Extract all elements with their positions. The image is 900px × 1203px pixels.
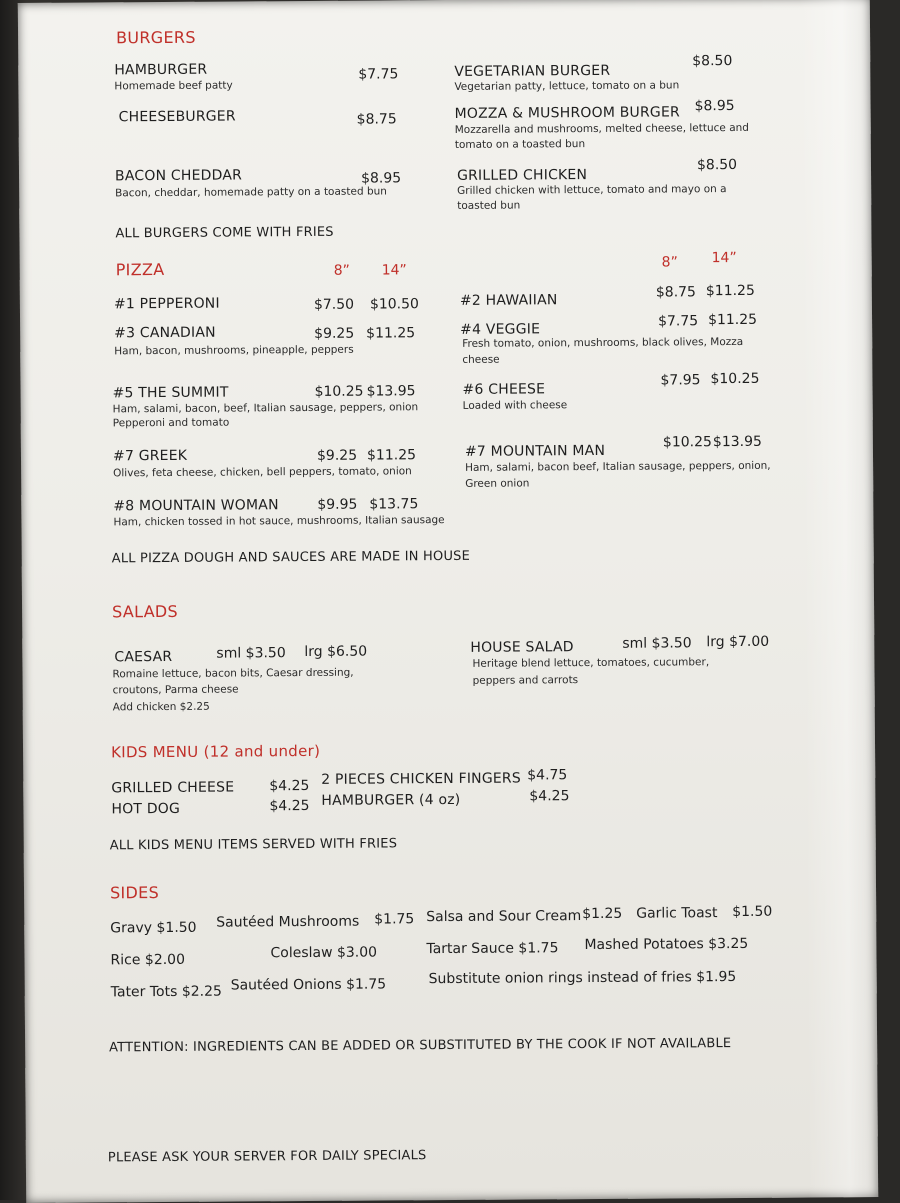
pizza-size-large-right: 14”	[711, 249, 737, 267]
item-bacon-cheddar-name: BACON CHEDDAR	[114, 167, 243, 185]
salad-caesar-desc-1: Romaine lettuce, bacon bits, Caesar dressing,	[112, 666, 354, 681]
side-coleslaw: Coleslaw $3.00	[270, 944, 378, 962]
burgers-heading: BURGERS	[116, 27, 196, 48]
salad-house-small: sml $3.50	[622, 635, 692, 652]
item-hamburger-desc: Homemade beef patty	[114, 79, 233, 93]
pizza-7b-large: $13.95	[712, 433, 762, 451]
item-grilled-chicken-price: $8.50	[696, 156, 738, 174]
side-onion-rings: Substitute onion rings instead of fries $1.95	[428, 968, 737, 988]
kids-grilled-cheese-price: $4.25	[269, 777, 310, 795]
kids-note: ALL KIDS MENU ITEMS SERVED WITH FRIES	[109, 836, 398, 854]
side-salsa: Salsa and Sour Cream	[426, 908, 582, 926]
side-tater-tots: Tater Tots $2.25	[110, 983, 222, 1001]
salad-caesar-desc-2: croutons, Parma cheese	[112, 683, 239, 697]
kids-heading: KIDS MENU (12 and under)	[110, 741, 321, 762]
specials-note: PLEASE ASK YOUR SERVER FOR DAILY SPECIALS	[107, 1148, 427, 1166]
pizza-1-small: $7.50	[313, 296, 355, 313]
salad-house-large: lrg $7.00	[706, 633, 770, 651]
item-grilled-chicken-desc-2: toasted bun	[457, 199, 521, 212]
side-rice: Rice $2.00	[110, 951, 186, 969]
pizza-2-name: #2 HAWAIIAN	[459, 292, 558, 309]
pizza-5-large: $13.95	[366, 383, 416, 400]
pizza-2-large: $11.25	[705, 282, 755, 300]
salad-house-desc-1: Heritage blend lettuce, tomatoes, cucumber,	[472, 656, 710, 670]
salad-house-desc-2: peppers and carrots	[472, 674, 579, 687]
item-cheeseburger-name: CHEESEBURGER	[118, 108, 236, 126]
pizza-4-small: $7.75	[658, 313, 699, 330]
pizza-3-name: #3 CANADIAN	[114, 324, 216, 342]
item-vegetarian-name: VEGETARIAN BURGER	[454, 62, 611, 80]
item-grilled-chicken-desc-1: Grilled chicken with lettuce, tomato and mayo on a	[457, 183, 727, 197]
attention-note: ATTENTION: INGREDIENTS CAN BE ADDED OR SUBSTITUTED BY THE COOK IF NOT AVAILABLE	[109, 1036, 732, 1056]
pizza-heading: PIZZA	[115, 259, 165, 280]
pizza-7-large: $11.25	[366, 447, 417, 464]
item-hamburger-price: $7.75	[358, 66, 399, 83]
pizza-7-name: #7 GREEK	[112, 447, 188, 465]
pizza-8-desc: Ham, chicken tossed in hot sauce, mushrooms, Italian sausage	[113, 514, 445, 529]
side-mashed: Mashed Potatoes $3.25	[584, 935, 749, 954]
pizza-4-desc-2: cheese	[462, 353, 500, 366]
sides-heading: SIDES	[109, 883, 160, 903]
pizza-1-large: $10.50	[369, 296, 419, 313]
salad-caesar-small: sml $3.50	[216, 645, 286, 662]
pizza-4-large: $11.25	[707, 311, 758, 329]
side-sauteed-mushrooms-price: $1.75	[374, 911, 415, 928]
item-mozza-name: MOZZA & MUSHROOM BURGER	[454, 104, 680, 122]
pizza-4-name: #4 VEGGIE	[460, 321, 541, 338]
kids-chicken-fingers-name: 2 PIECES CHICKEN FINGERS	[321, 770, 521, 788]
kids-chicken-fingers-price: $4.75	[527, 767, 568, 784]
salad-caesar-name: CAESAR	[114, 648, 173, 666]
item-bacon-cheddar-desc: Bacon, cheddar, homemade patty on a toasted bun	[115, 185, 387, 200]
kids-grilled-cheese-name: GRILLED CHEESE	[111, 779, 235, 797]
side-salsa-price: $1.25	[582, 905, 623, 923]
item-mozza-desc-1: Mozzarella and mushrooms, melted cheese, lettuce and	[454, 121, 749, 136]
pizza-6-desc: Loaded with cheese	[462, 399, 568, 412]
salads-heading: SALADS	[112, 601, 179, 622]
item-mozza-desc-2: tomato on a toasted bun	[454, 138, 586, 151]
pizza-size-small-right: 8”	[661, 254, 678, 271]
salad-house-name: HOUSE SALAD	[470, 639, 574, 656]
salad-caesar-large: lrg $6.50	[304, 643, 368, 661]
side-sauteed-mushrooms: Sautéed Mushrooms	[216, 913, 360, 931]
item-hamburger-name: HAMBURGER	[114, 61, 208, 79]
pizza-5-name: #5 THE SUMMIT	[112, 384, 229, 402]
item-bacon-cheddar-price: $8.95	[361, 170, 402, 187]
pizza-1-name: #1 PEPPERONI	[113, 295, 220, 313]
pizza-6-small: $7.95	[660, 372, 701, 389]
pizza-3-small: $9.25	[314, 325, 355, 342]
side-tartar: Tartar Sauce $1.75	[426, 940, 559, 958]
pizza-size-large-left: 14”	[381, 262, 407, 279]
burgers-note: ALL BURGERS COME WITH FRIES	[115, 224, 334, 242]
pizza-8-name: #8 MOUNTAIN WOMAN	[113, 497, 279, 515]
item-vegetarian-desc: Vegetarian patty, lettuce, tomato on a bun	[454, 79, 680, 93]
pizza-7b-desc-1: Ham, salami, bacon beef, Italian sausage, peppers, onion,	[465, 459, 771, 474]
pizza-6-name: #6 CHEESE	[462, 381, 546, 398]
pizza-size-small-left: 8”	[333, 262, 350, 279]
pizza-6-large: $10.25	[710, 370, 760, 388]
side-gravy: Gravy $1.50	[110, 919, 197, 937]
side-garlic-toast: Garlic Toast	[636, 905, 718, 922]
pizza-note: ALL PIZZA DOUGH AND SAUCES ARE MADE IN HOUSE	[111, 548, 471, 567]
pizza-4-desc-1: Fresh tomato, onion, mushrooms, black olives, Mozza	[462, 335, 744, 350]
pizza-5-small: $10.25	[314, 383, 364, 400]
item-cheeseburger-price: $8.75	[356, 111, 397, 128]
kids-hot-dog-name: HOT DOG	[111, 800, 181, 818]
kids-hamburger-price: $4.25	[529, 788, 570, 805]
menu-page	[18, 0, 878, 1203]
side-sauteed-onions: Sautéed Onions $1.75	[230, 976, 387, 994]
side-garlic-toast-price: $1.50	[732, 903, 773, 921]
pizza-8-small: $9.95	[317, 496, 358, 513]
pizza-7b-desc-2: Green onion	[465, 477, 530, 490]
pizza-5-desc-2: Pepperoni and tomato	[112, 416, 230, 430]
pizza-3-desc: Ham, bacon, mushrooms, pineapple, peppers	[114, 343, 354, 358]
pizza-7-small: $9.25	[316, 447, 358, 464]
pizza-5-desc-1: Ham, salami, bacon, beef, Italian sausage, peppers, onion	[112, 401, 419, 416]
kids-hot-dog-price: $4.25	[269, 797, 310, 815]
item-mozza-price: $8.95	[694, 97, 735, 115]
salad-caesar-desc-3: Add chicken $2.25	[112, 700, 210, 714]
plastic-glare	[800, 0, 878, 1197]
item-vegetarian-price: $8.50	[692, 53, 733, 70]
pizza-7-desc: Olives, feta cheese, chicken, bell peppers, tomato, onion	[113, 465, 412, 480]
pizza-8-large: $13.75	[369, 496, 419, 513]
pizza-7b-name: #7 MOUNTAIN MAN	[464, 442, 606, 460]
pizza-3-large: $11.25	[366, 325, 416, 342]
pizza-2-small: $8.75	[655, 284, 697, 301]
item-grilled-chicken-name: GRILLED CHICKEN	[456, 167, 588, 184]
pizza-7b-small: $10.25	[662, 434, 712, 451]
kids-hamburger-name: HAMBURGER (4 oz)	[321, 791, 461, 809]
